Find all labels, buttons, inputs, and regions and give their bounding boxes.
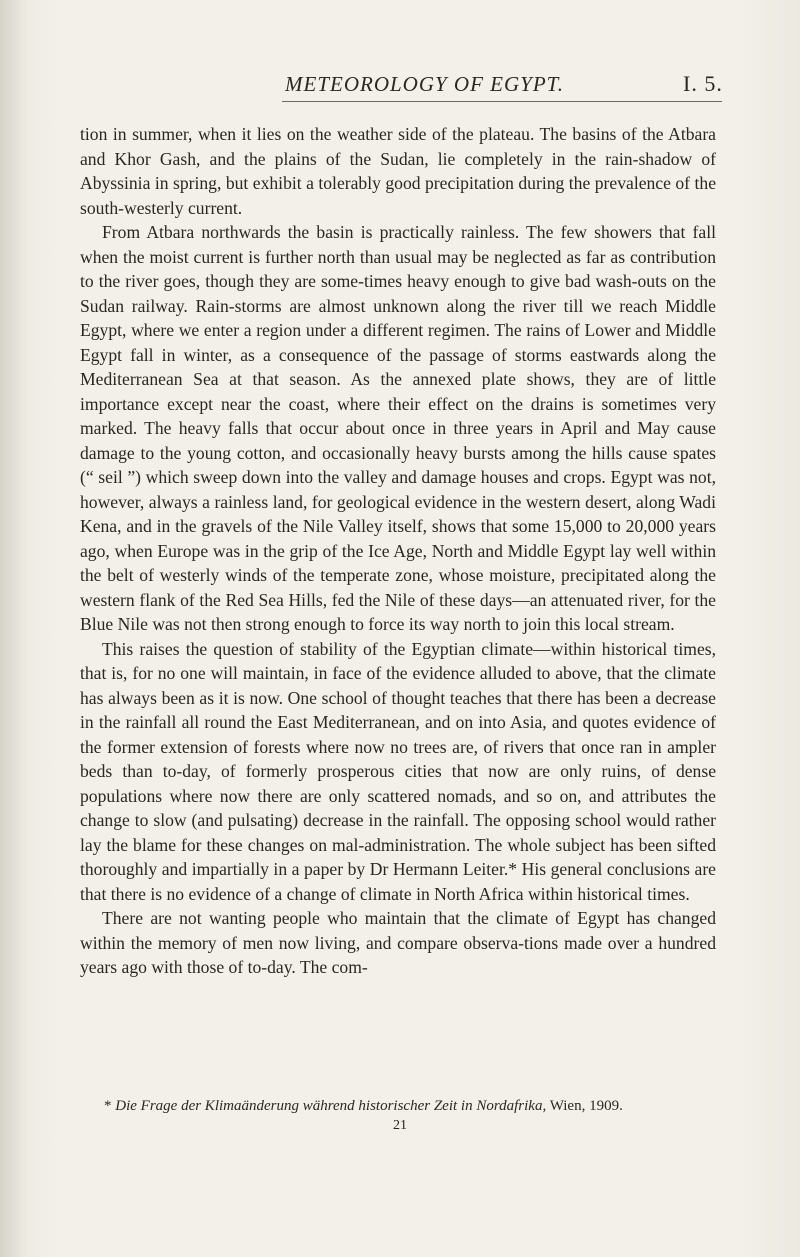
footnote-title: Die Frage der Klimaänderung während historischer Zeit in Nordafrika, — [115, 1098, 547, 1114]
running-title: METEOROLOGY OF EGYPT. — [285, 72, 565, 96]
paragraph: tion in summer, when it lies on the weather side of the plateau. The basins of the Atbara and Khor Gash, and the plains of the Sudan, lie completely in the rain-shadow of Abyssinia in spring, but exhibit a tolerably good precipitation during the prevalence of the south-westerly current. — [80, 124, 716, 218]
paragraph: There are not wanting people who maintain that the climate of Egypt has changed within the memory of men now living, and compare observa-tions made over a hundred years ago with those of to-day. The com- — [80, 908, 716, 977]
paragraph: From Atbara northwards the basin is practically rainless. The few showers that fall when the moist current is further north than usual may be neglected as far as contribution to the river goes, though they are some-times heavy enough to give bad wash-outs on the Sudan railway. Rain-storms are almost unknown along the river till we reach Middle Egypt, where we enter a region under a different regimen. The rains of Lower and Middle Egypt fall in winter, as a consequence of the passage of storms eastwards along the Mediterranean Sea at that season. As the annexed plate shows, they are of little importance except near the coast, where their effect on the drains is sometimes very marked. The heavy falls that occur about once in three years in April and May cause damage to the young cotton, and occasionally heavy bursts among the hills cause spates (“ seil ”) which sweep down into the valley and damage houses and crops. Egypt was not, however, always a rainless land, for geological evidence in the western desert, along Wadi Kena, and in the gravels of the Nile Valley itself, shows that some 15,000 to 20,000 years ago, when Europe was in the grip of the Ice Age, North and Middle Egypt lay well within the belt of westerly winds of the temperate zone, whose moisture, precipitated along the western flank of the Red Sea Hills, fed the Nile of these days—an attenuated river, for the Blue Nile was not then strong enough to force its way north to join this local stream. — [80, 222, 716, 634]
page-number: 21 — [393, 1118, 407, 1133]
footnote — [80, 1098, 716, 1115]
section-reference: I. 5. — [683, 71, 723, 96]
footnote-marker: * — [104, 1098, 112, 1114]
page-edge-shadow — [0, 0, 28, 1257]
paragraph: This raises the question of stability of the Egyptian climate—within historical times, that is, for no one will maintain, in face of the evidence alluded to above, that the climate has always been as it is now. One school of thought teaches that there has been a decrease in the rainfall all round the East Mediterranean, and on into Asia, and quotes evidence of the former extension of forests where now no trees are, of rivers that once ran in ampler beds than to-day, of formerly prosperous cities that now are only ruins, of dense populations where now there are only scattered nomads, and so on, and attributes the change to slow (and pulsating) decrease in the rainfall. The opposing school would rather lay the blame for these changes on mal-administration. The whole subject has been sifted thoroughly and impartially in a paper by Dr Hermann Leiter.* His general conclusions are that there is no evidence of a change of climate in North Africa within historical times. — [80, 638, 716, 904]
footnote-publication: Wien, 1909. — [549, 1098, 623, 1114]
header-rule — [282, 101, 722, 102]
body-text — [80, 122, 716, 980]
